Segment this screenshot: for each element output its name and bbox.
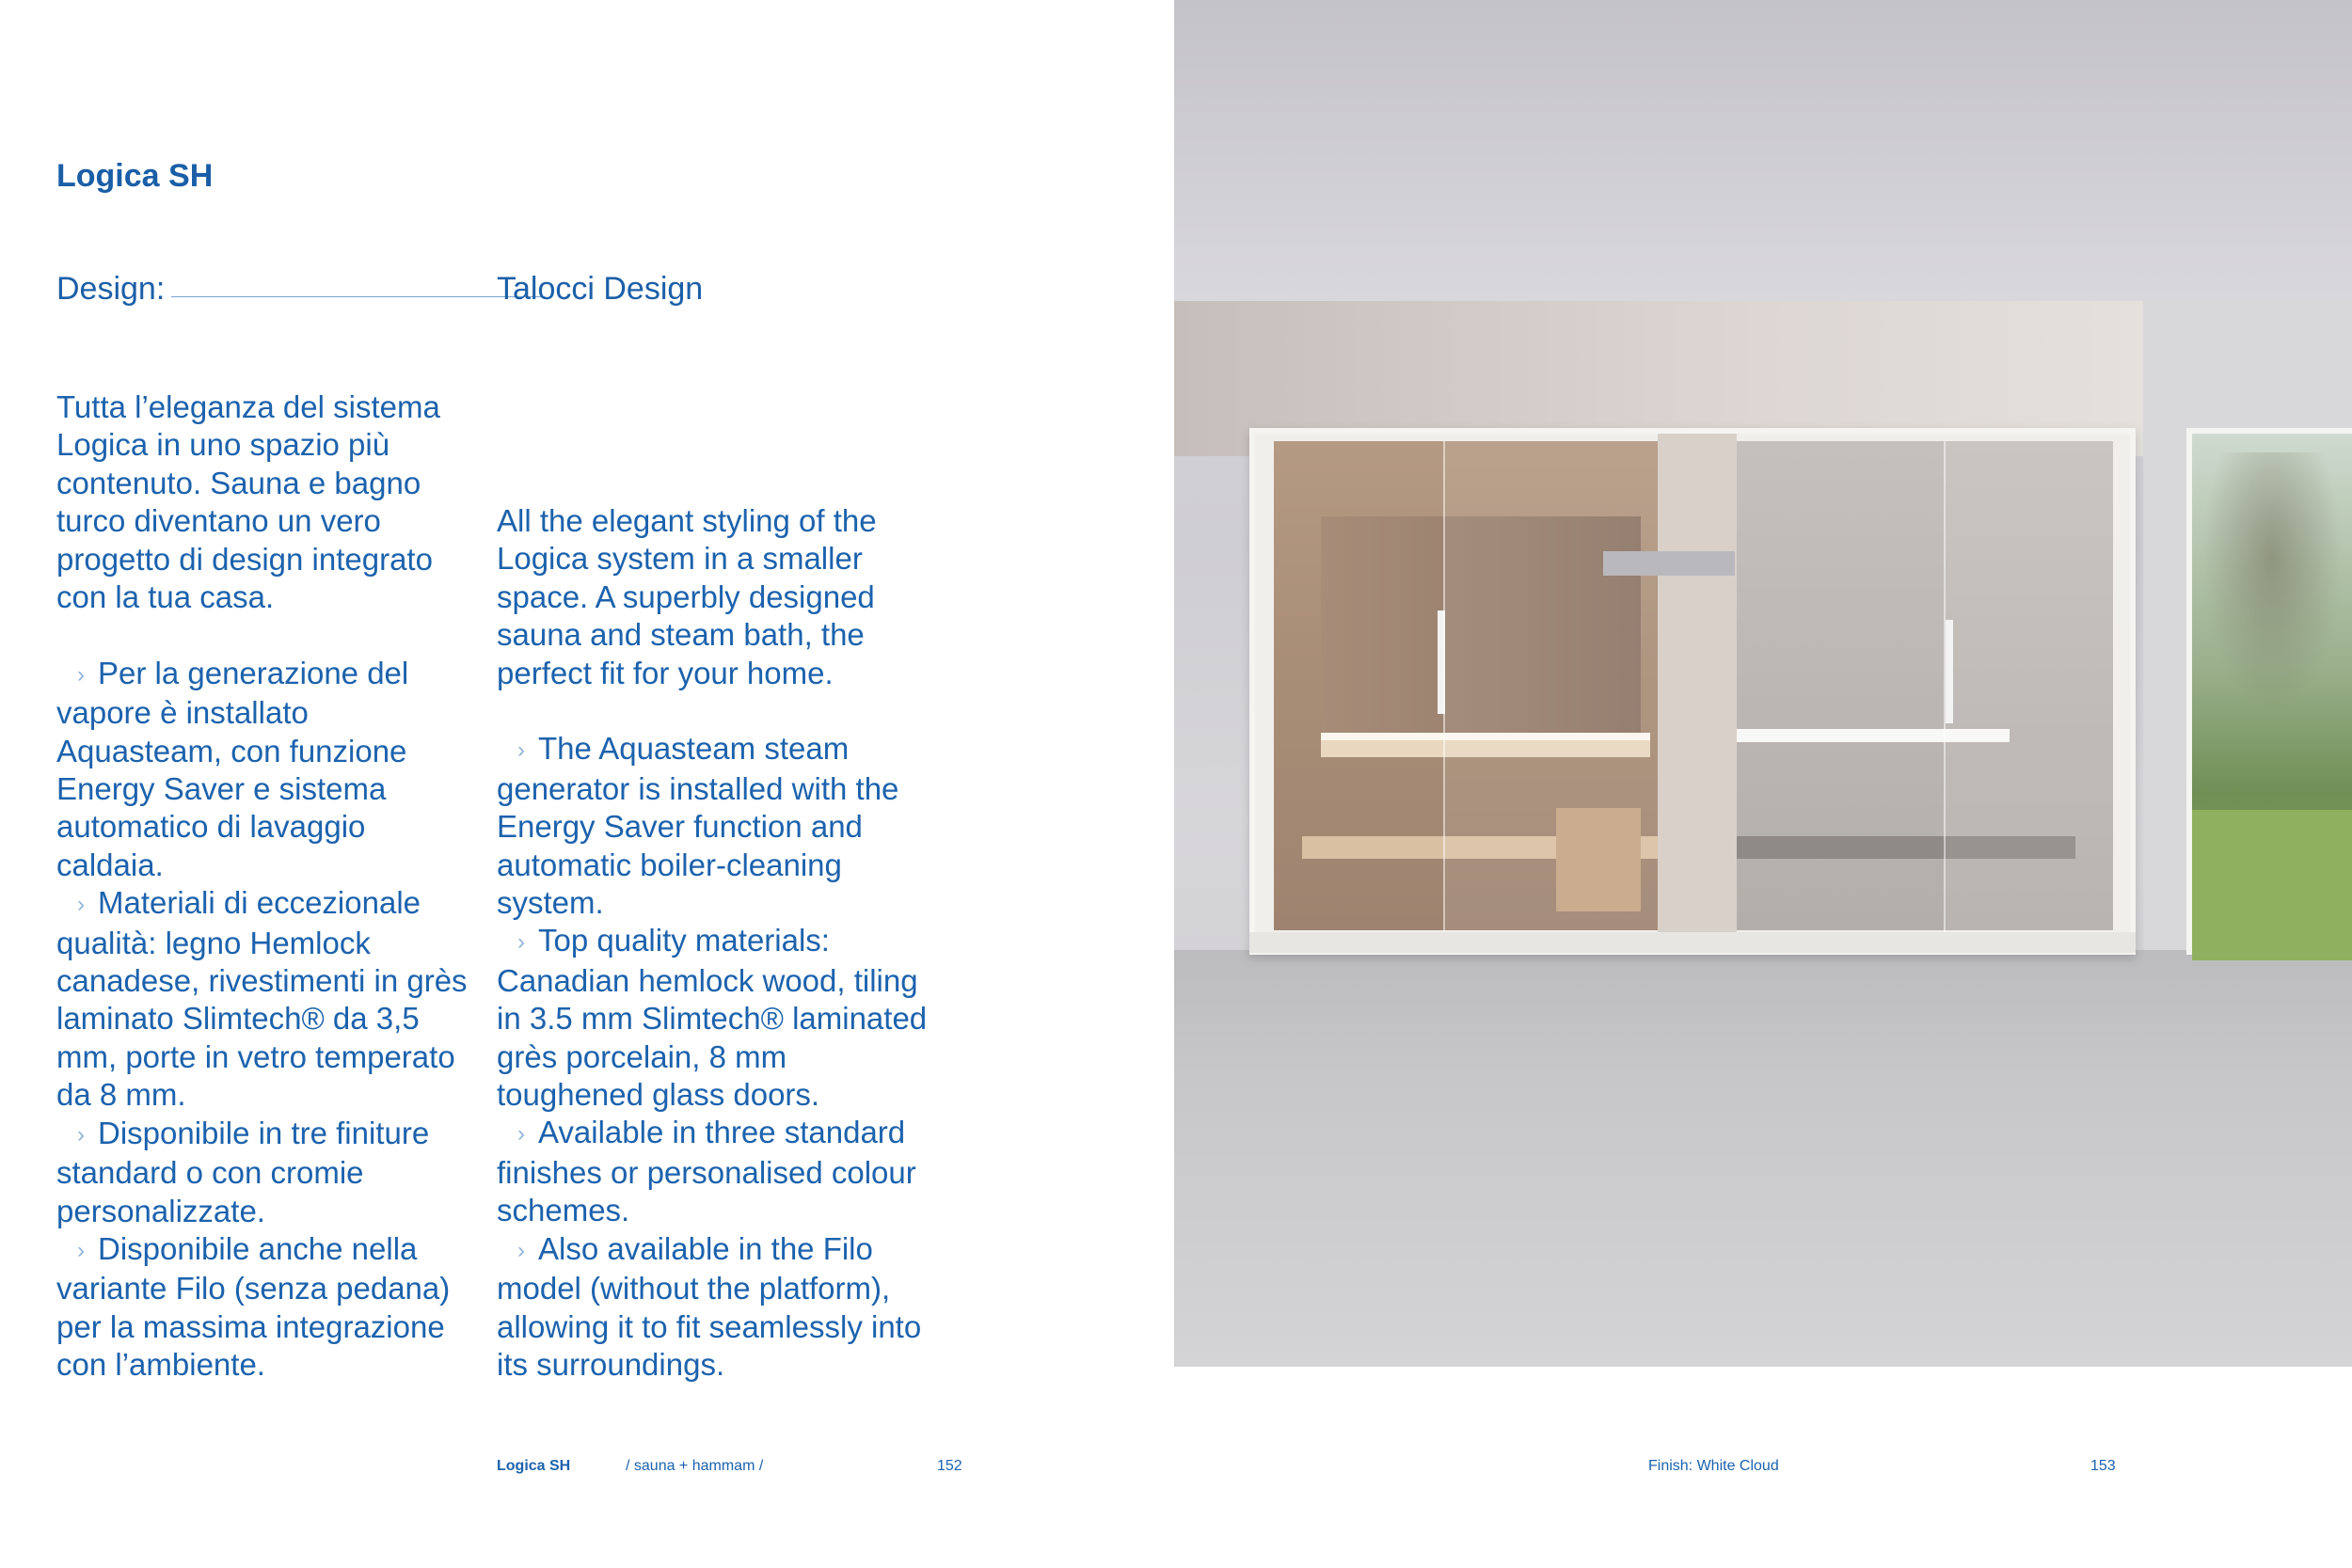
chevron-right-icon: › [77,1121,85,1148]
photo-lawn [2192,810,2352,960]
cabin-base [1249,932,2136,953]
product-title: Logica SH [56,158,214,194]
english-feature [497,1114,939,1229]
chevron-right-icon: › [517,737,525,764]
design-divider-line [171,296,546,297]
page-number-left: 152 [937,1458,962,1474]
italian-feature [56,884,470,1114]
design-credit [56,271,715,316]
italian-feature [56,1115,470,1230]
english-feature [497,1230,939,1385]
italian-feature [56,655,470,884]
page-number-right: 153 [2090,1458,2116,1474]
chevron-right-icon: › [517,1237,525,1263]
english-feature-text: The Aquasteam steam generator is installed with the Energy Saver function and automatic boiler-cleaning system. [497,731,899,921]
chevron-right-icon: › [77,661,85,688]
photo-window [2186,428,2352,955]
english-feature-text: Also available in the Filo model (without the platform), allowing it to fit seamlessly into its surroundings. [497,1230,922,1382]
italian-feature-text: Materiali di eccezionale qualità: legno Hemlock canadese, rivestimenti in grès laminato Slimtech® da 3,5 mm, porte in vetro temperato da 8 mm. [56,885,468,1113]
italian-feature-text: Per la generazione del vapore è installato Aquasteam, con funzione Energy Saver e sistema automatico di lavaggio caldaia. [56,655,409,882]
cabin-divider [1658,434,1737,942]
photo-floor [1174,950,2352,1367]
italian-feature-text: Disponibile anche nella variante Filo (senza pedana) per la massima integrazione con l’ambiente. [56,1230,451,1383]
english-intro: All the elegant styling of the Logica system in a smaller space. A superbly designed sauna and steam bath, the perfect fit for your home. [497,503,877,690]
sauna-compartment [1274,441,1658,930]
chevron-right-icon: › [517,929,525,956]
photo-tree [2201,452,2343,716]
design-label: Design: [56,271,166,307]
italian-intro: Tutta l’eleganza del sistema Logica in uno spazio più contenuto. Sauna e bagno turco diventano un vero progetto di design integrato con la tua casa. [56,389,440,615]
footer-section: / sauna + hammam / [626,1458,764,1474]
product-photo [1174,0,2352,1367]
english-feature [497,922,939,1114]
italian-feature [56,1230,470,1385]
chevron-right-icon: › [77,892,85,918]
english-feature-text: Top quality materials: Canadian hemlock wood, tiling in 3.5 mm Slimtech® laminated grès porcelain, 8 mm toughened glass doors. [497,923,928,1113]
chevron-right-icon: › [77,1237,85,1263]
photo-ceiling [1174,0,2352,310]
italian-text-column [56,388,470,1385]
design-value: Talocci Design [497,271,704,307]
english-feature [497,730,939,922]
italian-feature-text: Disponibile in tre finiture standard o con cromie personalizzate. [56,1115,430,1228]
chevron-right-icon: › [517,1121,525,1148]
english-text-column [497,502,939,1384]
control-panel [1603,551,1735,576]
finish-caption: Finish: White Cloud [1648,1458,1779,1474]
english-feature-text: Available in three standard finishes or personalised colour schemes. [497,1115,916,1228]
sauna-cabin [1249,428,2136,955]
footer-title: Logica SH [497,1458,571,1474]
steam-compartment [1737,441,2113,930]
